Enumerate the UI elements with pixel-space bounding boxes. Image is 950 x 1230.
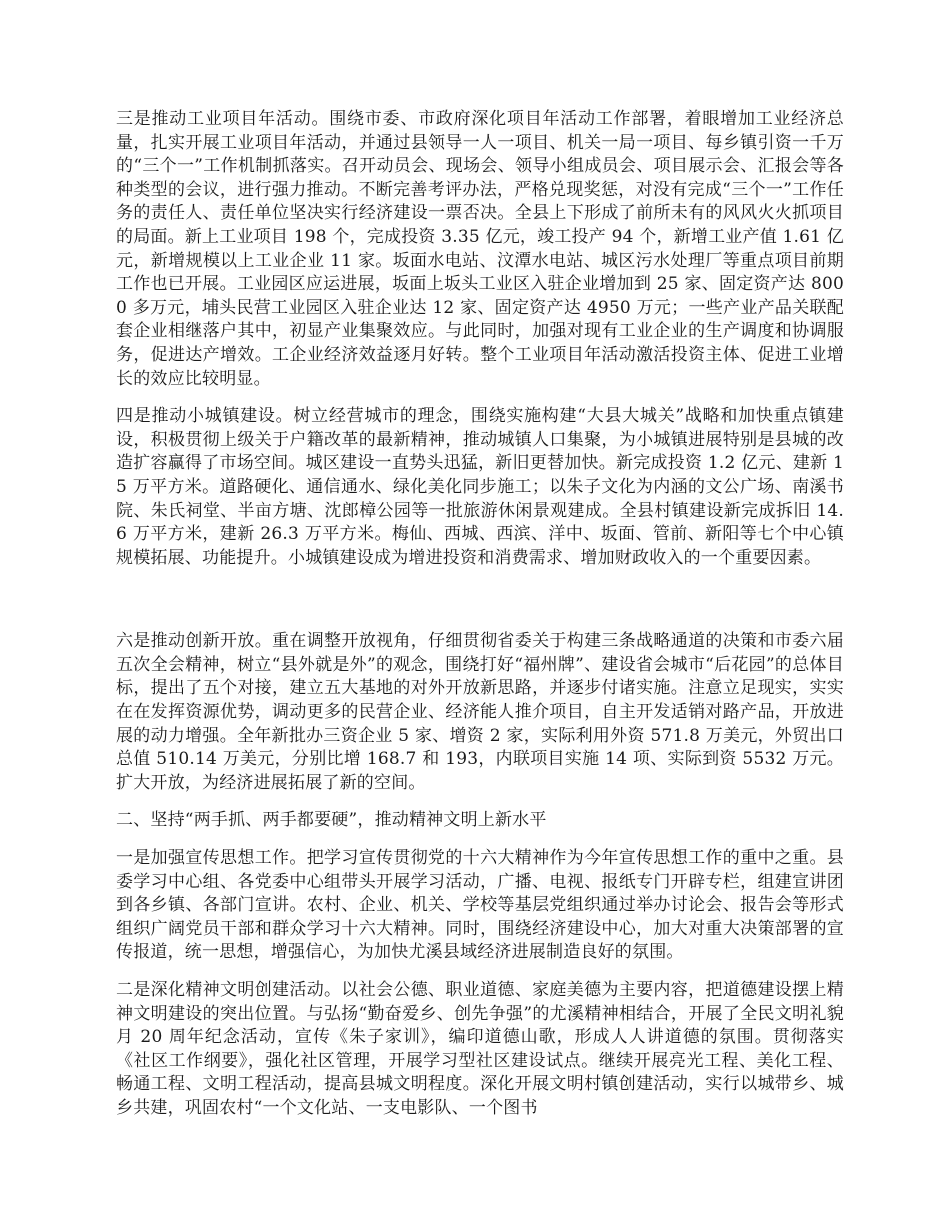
document-body xyxy=(116,108,844,1135)
paragraph-opening-up: 六是推动创新开放。重在调整开放视角，仔细贯彻省委关于构建三条战略通道的决策和市委六届五次全会精神，树立“县外就是外”的观念，围绕打好“福州牌”、建设省会城市“后花园”的总体目标，提出了五个对接，建立五大基地的对外开放新思路，并逐步付诸实施。注意立足现实，实实在在发挥资源优势，调动更多的民营企业、经济能人推介项目，自主开发适销对路产品，开放进展的动力增强。全年新批办三资企业 5 家、增资 2 家，实际利用外资 571.8 万美元，外贸出口总值 510.14 万美元，分别比增 168.7 和 193，内联项目实施 14 项、实际到资 5532 万元。扩大开放，为经济进展拓展了新的空间。 xyxy=(116,631,844,793)
paragraph-propaganda: 一是加强宣传思想工作。把学习宣传贯彻党的十六大精神作为今年宣传思想工作的重中之重。县委学习中心组、各党委中心组带头开展学习活动，广播、电视、报纸专门开辟专栏，组建宣讲团到各乡镇、各部门宣讲。农村、企业、机关、学校等基层党组织通过举办讨论会、报告会等形式组织广阔党员干部和群众学习十六大精神。同时，围绕经济建设中心，加大对重大决策部署的宣传报道，统一思想，增强信心，为加快尤溪县域经济进展制造良好的氛围。 xyxy=(116,848,844,963)
paragraph-small-towns: 四是推动小城镇建设。树立经营城市的理念，围绕实施构建“大县大城关”战略和加快重点镇建设，积极贯彻上级关于户籍改革的最新精神，推动城镇人口集聚，为小城镇进展特别是县城的改造扩容赢得了市场空间。城区建设一直势头迅猛，新旧更替加快。新完成投资 1.2 亿元、建新 15 万平方米。道路硬化、通信通水、绿化美化同步施工；以朱子文化为内涵的文公广场、南溪书院、朱氏祠堂、半亩方塘、沈郎樟公园等一批旅游休闲景观建成。全县村镇建设新完成拆旧 14.6 万平方米，建新 26.3 万平方米。梅仙、西城、西滨、洋中、坂面、管前、新阳等七个中心镇规模拓展、功能提升。小城镇建设成为增进投资和消费需求、增加财政收入的一个重要因素。 xyxy=(116,406,844,568)
section-heading: 二、坚持“两手抓、两手都要硬”，推动精神文明上新水平 xyxy=(116,810,547,831)
paragraph-industrial-projects: 三是推动工业项目年活动。围绕市委、市政府深化项目年活动工作部署，着眼增加工业经济总量，扎实开展工业项目年活动，并通过县领导一人一项目、机关一局一项目、每乡镇引资一千万的“三个一”工作机制抓落实。召开动员会、现场会、领导小组成员会、项目展示会、汇报会等各种类型的会议，进行强力推动。不断完善考评办法，严格兑现奖惩，对没有完成“三个一”工作任务的责任人、责任单位坚决实行经济建设一票否决。全县上下形成了前所未有的风风火火抓项目的局面。新上工业项目 198 个，完成投资 3.35 亿元，竣工投产 94 个，新增工业产值 1.61 亿元，新增规模以上工业企业 11 家。坂面水电站、汶潭水电站、城区污水处理厂等重点项目前期工作也已开展。工业园区应运进展，坂面上坂头工业区入驻企业增加到 25 家、固定资产达 8000 多万元，埔头民营工业园区入驻企业达 12 家、固定资产达 4950 万元；一些产业产品关联配套企业相继落户其中，初显产业集聚效应。与此同时，加强对现有工业企业的生产调度和协调服务，促进达产增效。工企业经济效益逐月好转。整个工业项目年活动激活投资主体、促进工业增长的效应比较明显。 xyxy=(116,109,844,389)
paragraph-civilization: 二是深化精神文明创建活动。以社会公德、职业道德、家庭美德为主要内容，把道德建设摆上精神文明建设的突出位置。与弘扬“勤奋爱乡、创先争强”的尤溪精神相结合，开展了全民文明礼貌月 20 周年纪念活动，宣传《朱子家训》，编印道德山歌，形成人人讲道德的氛围。贯彻落实《社区工作纲要》，强化社区管理，开展学习型社区建设试点。继续开展亮光工程、美化工程、畅通工程、文明工程活动，提高县城文明程度。深化开展文明村镇创建活动，实行以城带乡、城乡共建，巩固农村“一个文化站、一支电影队、一个图书 xyxy=(116,980,844,1118)
blank-gap xyxy=(116,584,844,630)
